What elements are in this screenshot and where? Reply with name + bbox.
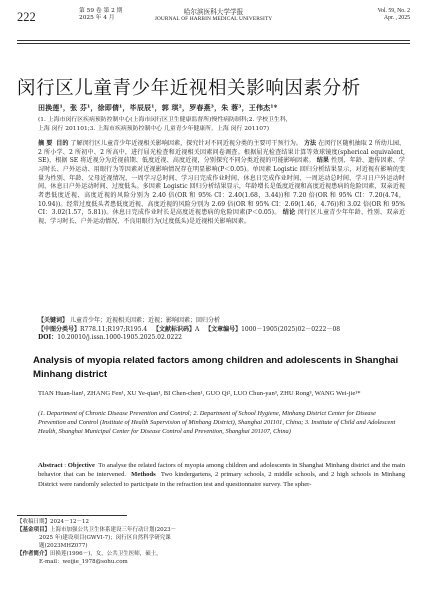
methods-text-en: Two kindergartens, 2 primary schools, 2 middle schools, and 2 high schools in Minhang District were randomly selected to participate in the refraction test and questionnaire survey. The spher-: [38, 471, 406, 488]
abstract-en: Abstract : Objective To analyse the related factors of myopia among children and adolescents in Shanghai Minhang district and the main behavior that can be intervened. Methods Two kindergartens, 2 primary schools, 2 middle schools, and 2 high schools in Minhang District were randomly selected to participate in the refraction test and questionnaire survey. The spher-: [38, 462, 406, 488]
objective-text-en: To analyse the related factors of myopia among children and adolescents in Shanghai Minhang district and the main behavior that can be intervened.: [38, 462, 406, 479]
keywords-block: [38, 317, 405, 343]
clc-label: 【中图分类号】: [38, 325, 81, 333]
affiliation-en: (1. Department of Chronic Disease Prevention and Control; 2. Department of School Hygiene, Minhang District Center for Disease Prevention and Control (Institute of Health Supervision of Minhang District), Shanghai 201101, China; 3. Institute of Child and Adolescent Health, Shanghai Municipal Center for Disease Control and Prevention, Shanghai 201107, China): [38, 410, 396, 436]
results-label-cn: 结果: [316, 157, 330, 165]
header-rule-thin: [17, 43, 410, 44]
author-bio: 田换莲(1996－)，女，公共卫生医师，硕士。: [50, 550, 162, 557]
footnote-rule: [17, 515, 127, 516]
header-rule-thick: [17, 40, 410, 41]
abstract-label-en: Abstract: [38, 462, 63, 469]
header-journal: [17, 8, 410, 23]
conclusion-label-cn: 结论: [282, 209, 296, 217]
doc-code-label: 【文献标识码】: [152, 325, 195, 333]
objective-text-cn: 了解闵行区儿童青少年近视相关影响因素，探究针对不同近视分类的主要可干预行为。: [70, 140, 302, 147]
header-journal-en: JOURNAL OF HARBIN MEDICAL UNIVERSITY: [154, 16, 273, 22]
article-no-label: 【文章编号】: [205, 325, 242, 333]
abstract-label-cn: 摘 要: [38, 140, 53, 147]
header-journal-cn: 哈尔滨医科大学学报: [183, 8, 244, 16]
funding-line: 上海市加强公共卫生体系建设三年行动计划(2023－: [50, 526, 177, 533]
page-number: 222: [17, 10, 36, 24]
header-volume-en: Vol. 59, No. 2: [377, 8, 410, 14]
affiliation-cn: [38, 116, 408, 133]
funding-label: 【基金项目】: [17, 526, 51, 533]
funding-line: 2025 年)建设项目(GWVI-7)；闵行区自然科学研究课: [39, 534, 171, 541]
results-text-cn: 性别、年龄、遗传因素、学习时长、户外运动、用眼行为等因素对近视影响情况存在明显影响(P＜0.05)。单因素 Logistic 回归分析结果显示，对近视有影响的变量为性别、年龄、父母近视情况、一周学习总时间、学习日完成作业时间、休息日完成作业时间、一周运动总时间、学习日户外运动时间、休息日户外运动时间、过度低头。多因素 Logistic 回归分析结果显示，年龄增长是低度近视和高度近视患病的危险因素，双亲近视者患低度近视、高度近视的风险分别为 2.40 倍(OR 和 95% CI：2.40(1.68，3.44))和 7.20 倍(OR 和 95% CI：7.20(4.74，10.94))。经常过度低头者患低度近视、高度近视的风险分别为 2.69 倍(OR 和 95% CI：2.69(1.46，4.76))和 3.02 倍(OR 和 95% CI：3.02(1.57，5.81))。休息日完成作业时长是高度近视患病的危险因素(P＜0.05)。: [38, 157, 406, 217]
keywords-label: 【关键词】: [38, 317, 69, 324]
running-header: [17, 8, 410, 38]
header-issue-en: [378, 8, 410, 22]
keywords-text: 儿童青少年；近视相关因素；近视；影响因素；回归分析: [69, 317, 220, 324]
author-list-cn: 田换莲¹，张 芬¹，徐即倩¹，毕辰辰¹，郭 琪²，罗春燕³，朱 蓉³，王伟杰¹*: [38, 103, 278, 112]
article-title-cn: 闵行区儿童青少年近视相关影响因素分析: [17, 78, 361, 99]
article-title-en: Analysis of myopia related factors among children and adolescents in Shanghai Minhang district: [33, 355, 399, 380]
clc-code: R778.11;R197;R195.4: [80, 325, 148, 333]
header-date-en: Apr. , 2025: [383, 15, 410, 21]
methods-label-cn: 方法: [303, 140, 317, 147]
header-date-cn: 2025 年 4 月: [79, 15, 115, 21]
abstract-cn: [38, 140, 405, 227]
author-bio-label: 【作者简介】: [17, 550, 51, 557]
objective-label-cn: 目的: [56, 140, 69, 147]
methods-label-en: Methods: [131, 471, 156, 479]
affiliation-cn-line: (1. 上海市闵行区疾病预防控制中心(上海市闵行区卫生健康监督所)慢性病防制科;2. 学校卫生科，: [38, 117, 292, 123]
conclusion-text-cn: 闵行区儿童青少年年龄、性别、双亲近视、学习时长、户外运动情况、不良用眼行为(过度低头)是近视相关影响因素。: [38, 209, 406, 225]
doi-label: DOI：: [38, 334, 58, 342]
article-no: 1000－1905(2025)02－0222－08: [241, 325, 341, 333]
received-date: 【收稿日期】2024－12－12: [17, 519, 89, 525]
funding-line: 题(2023MHZ077): [39, 542, 88, 549]
affiliation-cn-line: 上海 闵行 201101;3. 上海市疾病预防控制中心 儿童青少年健康所，上海 闵行 201107): [38, 125, 270, 132]
footnote: [17, 519, 217, 566]
methods-text-cn: 在闵行区随机抽取 2 所幼儿园、2 所小学、2 所初中、2 所高中，进行屈光检查和近视相关因素问卷调查。根据屈光检查结果计算等效球镜度(spherical equivalent, SE)，根据 SE 将近视分为近视前期、低度近视、高度近视，分别探究不同分类近视的可能影响因素。: [38, 140, 406, 165]
header-volume-cn: 第 59 卷 第 2 期: [79, 8, 123, 14]
doi-link[interactable]: 10.20010/j.issn.1000-1905.2025.02.0222: [57, 334, 182, 342]
author-list-en: TIAN Huan-lian¹, ZHANG Fen¹, XU Ye-qian¹, BI Chen-chen¹, GUO Qi², LUO Chun-yan³, ZHU Rong³, WANG Wei-jie¹*: [38, 390, 361, 397]
objective-label-en: Objective: [67, 462, 95, 469]
doc-code: A: [194, 325, 200, 333]
author-email[interactable]: E-mail：weijie_1978@sohu.com: [39, 558, 128, 565]
